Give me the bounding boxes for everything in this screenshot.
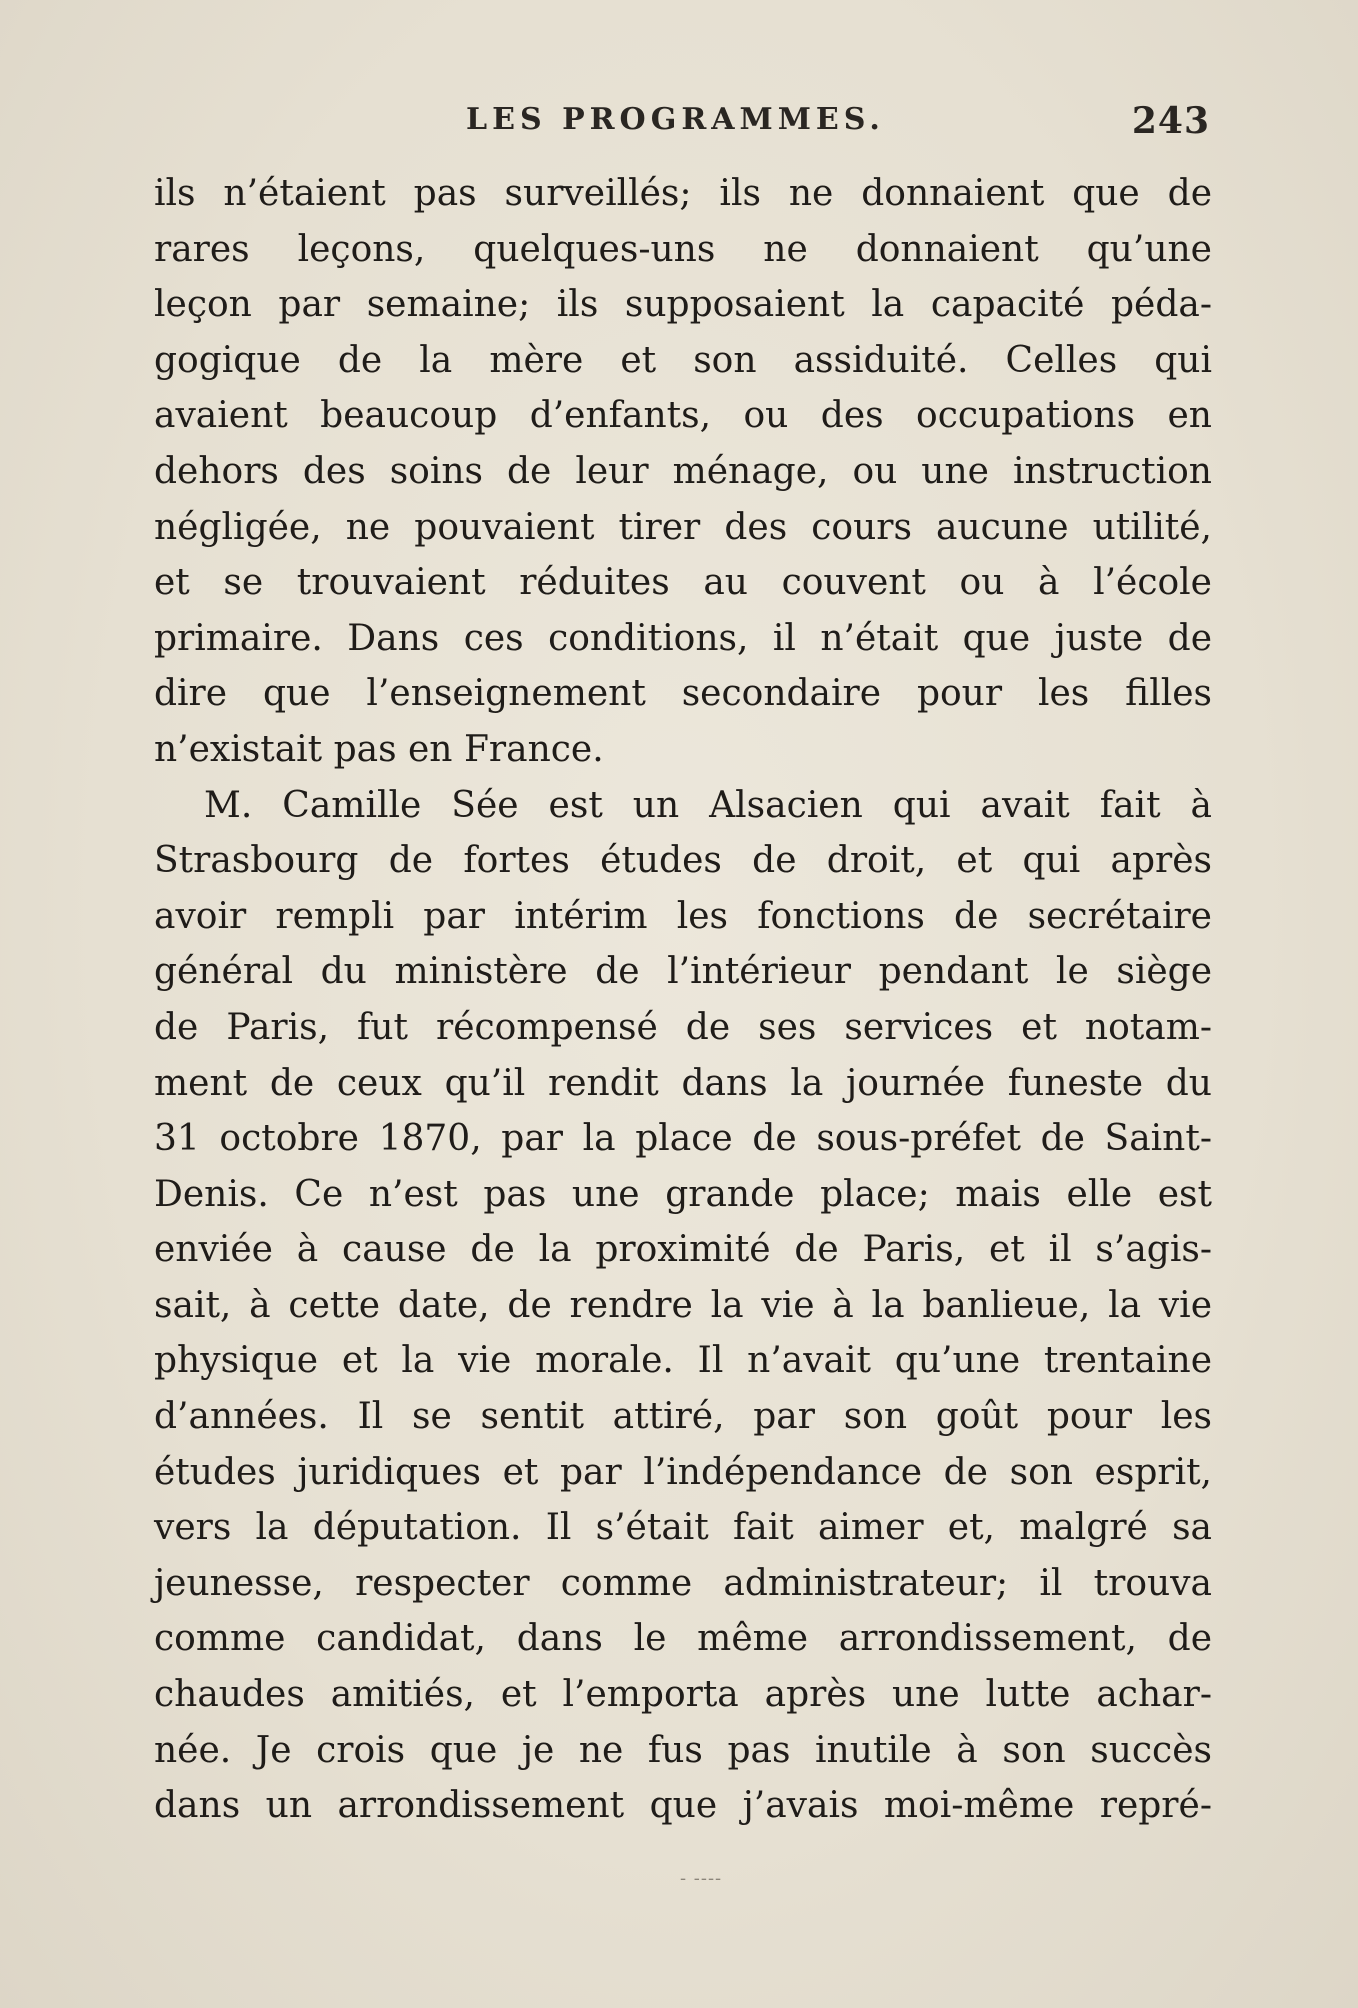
- text-line: général du ministère de l’intérieur pendant le siège: [154, 951, 1212, 993]
- text-line: dans un arrondissement que j’avais moi-même repré-: [154, 1785, 1212, 1827]
- text-line: dehors des soins de leur ménage, ou une instruction: [154, 450, 1212, 492]
- text-line: primaire. Dans ces conditions, il n’était que juste de: [154, 617, 1212, 659]
- text-line: physique et la vie morale. Il n’avait qu’une trentaine: [154, 1340, 1212, 1382]
- running-title: LES PROGRAMMES.: [466, 102, 885, 137]
- text-line: chaudes amitiés, et l’emporta après une lutte achar-: [154, 1674, 1212, 1716]
- text-line: d’années. Il se sentit attiré, par son goût pour les: [154, 1396, 1212, 1438]
- text-line: sait, à cette date, de rendre la vie à la banlieue, la vie: [154, 1284, 1212, 1326]
- text-line: rares leçons, quelques-uns ne donnaient qu’une: [154, 228, 1212, 270]
- text-line: Strasbourg de fortes études de droit, et qui après: [154, 840, 1212, 882]
- paragraph-start-line: M. Camille Sée est un Alsacien qui avait fait à: [204, 784, 1212, 826]
- running-header: [154, 102, 1212, 148]
- text-line: négligée, ne pouvaient tirer des cours aucune utilité,: [154, 506, 1212, 548]
- text-line: études juridiques et par l’indépendance de son esprit,: [154, 1451, 1212, 1493]
- text-line: et se trouvaient réduites au couvent ou à l’école: [154, 562, 1212, 604]
- text-line: ils n’étaient pas surveillés; ils ne donnaient que de: [154, 173, 1212, 214]
- text-line: ment de ceux qu’il rendit dans la journée funeste du: [154, 1062, 1212, 1104]
- footer-mark: - ----: [680, 1868, 723, 1889]
- text-line: 31 octobre 1870, par la place de sous-préfet de Saint-: [154, 1118, 1212, 1160]
- text-line: gogique de la mère et son assiduité. Celles qui: [154, 339, 1212, 381]
- body-text: [154, 166, 1212, 1834]
- paragraph-end-line: n’existait pas en France.: [154, 728, 604, 770]
- text-line: avoir rempli par intérim les fonctions de secrétaire: [154, 895, 1212, 937]
- text-line: enviée à cause de la proximité de Paris, et il s’agis-: [154, 1229, 1212, 1271]
- text-line: Denis. Ce n’est pas une grande place; mais elle est: [154, 1173, 1212, 1215]
- text-line: comme candidat, dans le même arrondissement, de: [154, 1618, 1212, 1660]
- text-line: née. Je crois que je ne fus pas inutile à son succès: [154, 1729, 1212, 1771]
- text-line: avaient beaucoup d’enfants, ou des occupations en: [154, 395, 1212, 437]
- page-number: 243: [1131, 100, 1210, 142]
- text-line: de Paris, fut récompensé de ses services et notam-: [154, 1006, 1212, 1048]
- text-line: dire que l’enseignement secondaire pour les filles: [154, 673, 1212, 715]
- text-line: jeunesse, respecter comme administrateur; il trouva: [154, 1562, 1212, 1604]
- text-line: leçon par semaine; ils supposaient la capacité péda-: [154, 284, 1212, 326]
- text-line: vers la députation. Il s’était fait aimer et, malgré sa: [154, 1507, 1212, 1549]
